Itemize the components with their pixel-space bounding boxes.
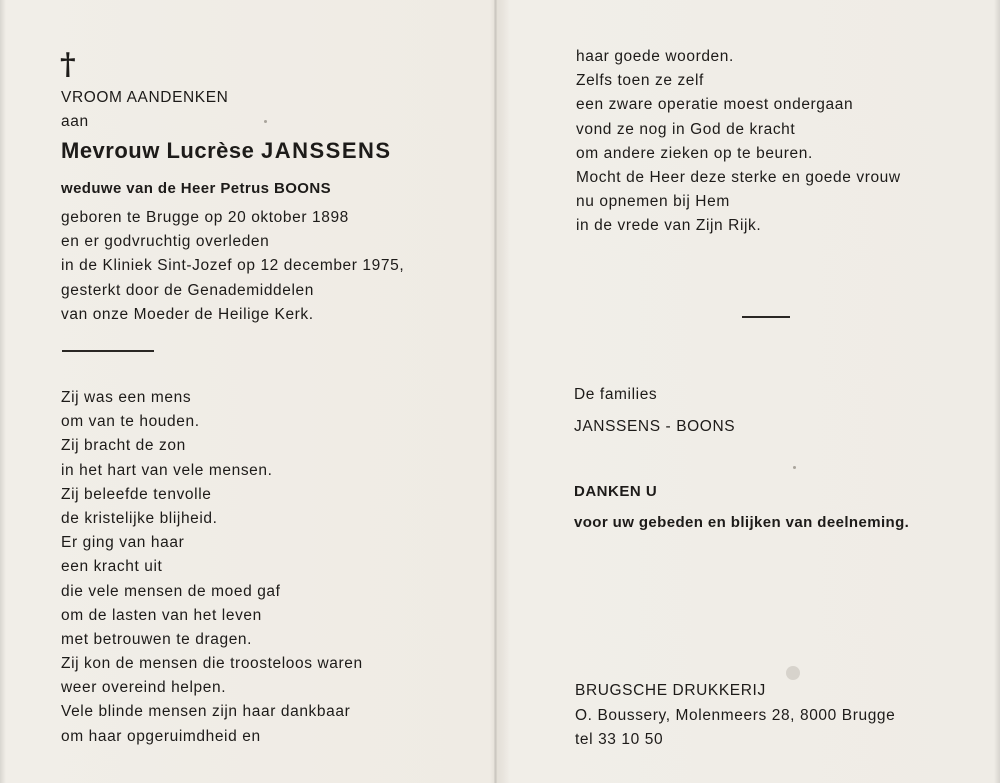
- printer-address: O. Boussery, Molenmeers 28, 8000 Brugge: [575, 707, 896, 724]
- divider-right: [742, 316, 790, 318]
- printer-name: BRUGSCHE DRUKKERIJ: [575, 682, 766, 699]
- poem-line: een zware operatie moest ondergaan: [576, 96, 854, 114]
- bio-line: van onze Moeder de Heilige Kerk.: [61, 305, 314, 323]
- paper-edge-left: [0, 0, 6, 783]
- printer-phone: tel 33 10 50: [575, 731, 664, 748]
- thanks-text: voor uw gebeden en blijken van deelneming.: [574, 514, 910, 531]
- poem-left: [61, 386, 363, 749]
- poem-line: Zij was een mens: [61, 389, 192, 406]
- paper-speck: [793, 466, 796, 469]
- poem-line: Zelfs toen ze zelf: [576, 72, 704, 90]
- divider-left: [62, 350, 154, 352]
- poem-line: met betrouwen te dragen.: [61, 630, 253, 648]
- cross-icon: †: [60, 47, 76, 82]
- paper-edge-right: [994, 0, 1000, 783]
- thanks-heading: DANKEN U: [574, 483, 658, 500]
- card-fold: [494, 0, 497, 783]
- poem-line: in het hart van vele mensen.: [61, 461, 273, 479]
- heading: VROOM AANDENKEN: [61, 89, 229, 106]
- poem-line: haar goede woorden.: [576, 48, 734, 65]
- poem-line: Mocht de Heer deze sterke en goede vrouw: [576, 168, 901, 186]
- paper-speck: [264, 120, 267, 123]
- bio-line: in de Kliniek Sint-Jozef op 12 december 1975,: [61, 257, 405, 275]
- poem-line: die vele mensen de moed gaf: [61, 582, 281, 600]
- poem-line: de kristelijke blijheid.: [61, 509, 218, 527]
- families-label: De families: [574, 386, 658, 403]
- poem-line: om haar opgeruimdheid en: [61, 727, 261, 745]
- bio-line: geboren te Brugge op 20 oktober 1898: [61, 209, 349, 226]
- bio-line: gesterkt door de Genademiddelen: [61, 281, 314, 299]
- deceased-first-name: Mevrouw Lucrèse: [61, 138, 255, 163]
- deceased-name: [61, 138, 392, 164]
- poem-line: Zij beleefde tenvolle: [61, 485, 212, 503]
- poem-line: Zij bracht de zon: [61, 437, 186, 455]
- poem-line: nu opnemen bij Hem: [576, 193, 730, 211]
- bio-block: [61, 206, 404, 327]
- poem-line: om de lasten van het leven: [61, 606, 262, 624]
- poem-line: Er ging van haar: [61, 534, 185, 552]
- poem-line: een kracht uit: [61, 558, 163, 576]
- poem-line: weer overeind helpen.: [61, 679, 227, 697]
- poem-line: Zij kon de mensen die troosteloos waren: [61, 655, 363, 673]
- families-names: JANSSENS - BOONS: [574, 418, 736, 435]
- poem-line: om van te houden.: [61, 413, 200, 431]
- deceased-surname: JANSSENS: [260, 138, 392, 163]
- poem-right: [576, 45, 901, 239]
- bio-line: en er godvruchtig overleden: [61, 233, 270, 251]
- paper-stain: [786, 666, 800, 680]
- poem-line: in de vrede van Zijn Rijk.: [576, 217, 762, 235]
- poem-line: Vele blinde mensen zijn haar dankbaar: [61, 703, 351, 721]
- poem-line: vond ze nog in God de kracht: [576, 120, 796, 138]
- aan-text: aan: [61, 113, 89, 130]
- poem-line: om andere zieken op te beuren.: [576, 144, 813, 162]
- widow-of: weduwe van de Heer Petrus BOONS: [61, 180, 331, 197]
